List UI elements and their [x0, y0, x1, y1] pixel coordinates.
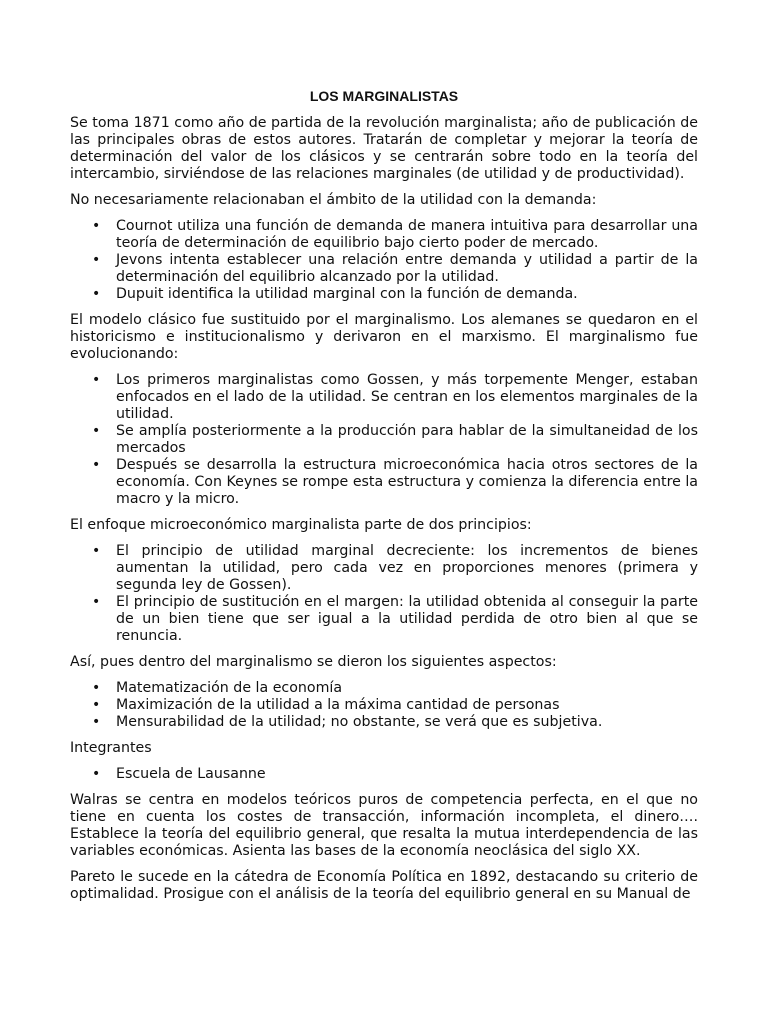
- bullet-icon: •: [92, 766, 101, 782]
- list-item-text: Los primeros marginalistas como Gossen, y más torpemente Menger, estaban enfocados en el lado de la utilidad. Se centran en los elementos marginales de la utilidad.: [116, 372, 698, 422]
- list-item-text: Maximización de la utilidad a la máxima cantidad de personas: [116, 697, 560, 713]
- list-item-text: Se amplía posteriormente a la producción para hablar de la simultaneidad de los mercados: [116, 423, 698, 456]
- bullet-icon: •: [92, 714, 101, 730]
- bullet-icon: •: [92, 286, 101, 302]
- list-item: [70, 714, 698, 731]
- bullet-list-evolution: [70, 372, 698, 508]
- list-item: [70, 252, 698, 286]
- bullet-list-aspects: [70, 680, 698, 731]
- list-item-text: Cournot utiliza una función de demanda de manera intuitiva para desarrollar una teoría de determinación de equilibrio bajo cierto poder de mercado.: [116, 218, 698, 251]
- bullet-icon: •: [92, 218, 101, 234]
- list-item-text: Jevons intenta establecer una relación entre demanda y utilidad a partir de la determinación del equilibrio alcanzado por la utilidad.: [116, 252, 698, 285]
- list-item: [70, 372, 698, 423]
- bullet-icon: •: [92, 680, 101, 696]
- bullet-icon: •: [92, 457, 101, 473]
- paragraph-demand: No necesariamente relacionaban el ámbito de la utilidad con la demanda:: [70, 192, 597, 208]
- bullet-list-schools: [70, 766, 698, 783]
- paragraph-classical-model: El modelo clásico fue sustituido por el marginalismo. Los alemanes se quedaron en el historicismo e institucionalismo y derivaron en el marxismo. El marginalismo fue evolucionando:: [70, 312, 698, 362]
- paragraph-members: Integrantes: [70, 740, 152, 756]
- paragraph-intro: Se toma 1871 como año de partida de la revolución marginalista; año de publicación de las principales obras de estos autores. Tratarán de completar y mejorar la teoría de determinación del valor de los clásicos y se centrarán sobre todo en la teoría del intercambio, sirviéndose de las relaciones marginales (de utilidad y de productividad).: [70, 115, 698, 182]
- list-item-text: El principio de sustitución en el margen: la utilidad obtenida al conseguir la parte de un bien tiene que ser igual a la utilidad perdida de otro bien al que se renuncia.: [116, 594, 698, 644]
- document-title: LOS MARGINALISTAS: [309, 88, 459, 104]
- bullet-icon: •: [92, 252, 101, 268]
- bullet-icon: •: [92, 372, 101, 388]
- bullet-list-demand: [70, 218, 698, 303]
- paragraph-pareto: Pareto le sucede en la cátedra de Economía Política en 1892, destacando su criterio de optimalidad. Prosigue con el análisis de la teoría del equilibrio general en su Manual de: [70, 869, 698, 902]
- list-item-text: Matematización de la economía: [116, 680, 343, 696]
- list-item: [70, 766, 698, 783]
- paragraph-principles: El enfoque microeconómico marginalista parte de dos principios:: [70, 517, 532, 533]
- bullet-list-principles: [70, 543, 698, 645]
- paragraph-aspects: Así, pues dentro del marginalismo se dieron los siguientes aspectos:: [70, 654, 557, 670]
- list-item-text: El principio de utilidad marginal decreciente: los incrementos de bienes aumentan la utilidad, pero cada vez en proporciones menores (primera y segunda ley de Gossen).: [116, 543, 698, 593]
- list-item: [70, 457, 698, 508]
- list-item-text: Dupuit identifica la utilidad marginal con la función de demanda.: [116, 286, 578, 302]
- list-item: [70, 697, 698, 714]
- list-item: [70, 680, 698, 697]
- document-page: [70, 88, 698, 903]
- list-item-text: Escuela de Lausanne: [116, 766, 266, 782]
- bullet-icon: •: [92, 543, 101, 559]
- list-item: [70, 423, 698, 457]
- list-item-text: Mensurabilidad de la utilidad; no obstante, se verá que es subjetiva.: [116, 714, 603, 730]
- bullet-icon: •: [92, 594, 101, 610]
- list-item-text: Después se desarrolla la estructura microeconómica hacia otros sectores de la economía. Con Keynes se rompe esta estructura y comienza la diferencia entre la macro y la micro.: [116, 457, 698, 507]
- bullet-icon: •: [92, 423, 101, 439]
- paragraph-walras: Walras se centra en modelos teóricos puros de competencia perfecta, en el que no tiene en cuenta los costes de transacción, información incompleta, el dinero…. Establece la teoría del equilibrio general, que resalta la mutua interdependencia de las variables económicas. Asienta las bases de la economía neoclásica del siglo XX.: [70, 792, 698, 859]
- list-item: [70, 286, 698, 303]
- bullet-icon: •: [92, 697, 101, 713]
- list-item: [70, 543, 698, 594]
- list-item: [70, 594, 698, 645]
- list-item: [70, 218, 698, 252]
